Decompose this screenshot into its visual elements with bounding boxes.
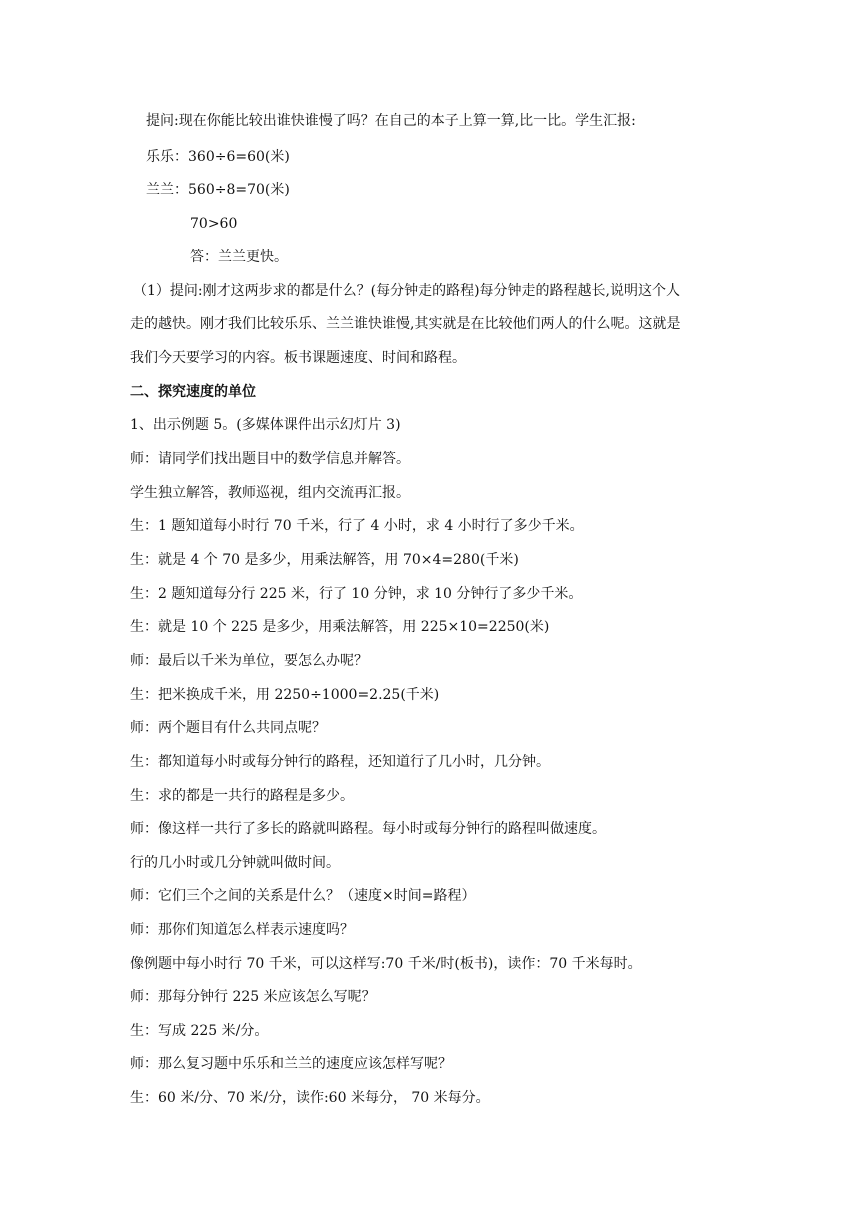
dialogue-line: 生：都知道每小时或每分钟行的路程，还知道行了几小时，几分钟。 <box>130 754 550 770</box>
dialogue-line: 生：把米换成千米，用 2250÷1000=2.25(千米) <box>130 687 440 703</box>
comparison-line: 70>60 <box>190 216 238 232</box>
dialogue-line: 师：请同学们找出题目中的数学信息并解答。 <box>130 451 410 467</box>
lele-calculation-line: 乐乐：360÷6=60(米) <box>146 149 290 165</box>
dialogue-line: 生：就是 10 个 225 是多少，用乘法解答，用 225×10=2250(米) <box>130 619 550 635</box>
paragraph-line: （1）提问:刚才这两步求的都是什么？(每分钟走的路程)每分钟走的路程越长,说明这个人 <box>133 283 680 299</box>
section-heading: 二、探究速度的单位 <box>130 384 256 400</box>
dialogue-line: 师：那你们知道怎么样表示速度吗？ <box>130 922 354 938</box>
question-prompt-line: 提问:现在你能比较出谁快谁慢了吗？在自己的本子上算一算,比一比。学生汇报: <box>146 113 636 129</box>
dialogue-line: 生：就是 4 个 70 是多少，用乘法解答，用 70×4=280(千米) <box>130 552 519 568</box>
dialogue-line: 师：那每分钟行 225 米应该怎么写呢？ <box>130 989 376 1005</box>
paragraph-line: 我们今天要学习的内容。板书课题速度、时间和路程。 <box>130 350 466 366</box>
paragraph-line: 走的越快。刚才我们比较乐乐、兰兰谁快谁慢,其实就是在比较他们两人的什么呢。这就是 <box>130 316 681 332</box>
dialogue-line: 生：写成 225 米/分。 <box>130 1023 269 1039</box>
dialogue-line: 师：那么复习题中乐乐和兰兰的速度应该怎样写呢？ <box>130 1056 452 1072</box>
dialogue-line: 师：两个题目有什么共同点呢？ <box>130 720 326 736</box>
dialogue-line: 像例题中每小时行 70 千米，可以这样写:70 千米/时(板书)，读作：70 千米每时。 <box>130 956 642 972</box>
lanlan-calculation-line: 兰兰：560÷8=70(米) <box>146 182 290 198</box>
dialogue-line: 师：它们三个之间的关系是什么？（速度×时间=路程） <box>130 888 476 904</box>
dialogue-line: 生：求的都是一共行的路程是多少。 <box>130 788 354 804</box>
dialogue-line: 学生独立解答，教师巡视，组内交流再汇报。 <box>130 485 410 501</box>
dialogue-line: 师：像这样一共行了多长的路就叫路程。每小时或每分钟行的路程叫做速度。 <box>130 821 606 837</box>
answer-line: 答：兰兰更快。 <box>190 249 288 265</box>
dialogue-line: 生：2 题知道每分行 225 米，行了 10 分钟，求 10 分钟行了多少千米。 <box>130 586 583 602</box>
example-intro-line: 1、出示例题 5。(多媒体课件出示幻灯片 3) <box>130 417 401 433</box>
dialogue-line: 生：1 题知道每小时行 70 千米，行了 4 小时，求 4 小时行了多少千米。 <box>130 518 584 534</box>
dialogue-line: 师：最后以千米为单位，要怎么办呢？ <box>130 653 368 669</box>
dialogue-line: 生：60 米/分、70 米/分，读作:60 米每分， 70 米每分。 <box>130 1090 490 1106</box>
dialogue-line: 行的几小时或几分钟就叫做时间。 <box>130 855 340 871</box>
